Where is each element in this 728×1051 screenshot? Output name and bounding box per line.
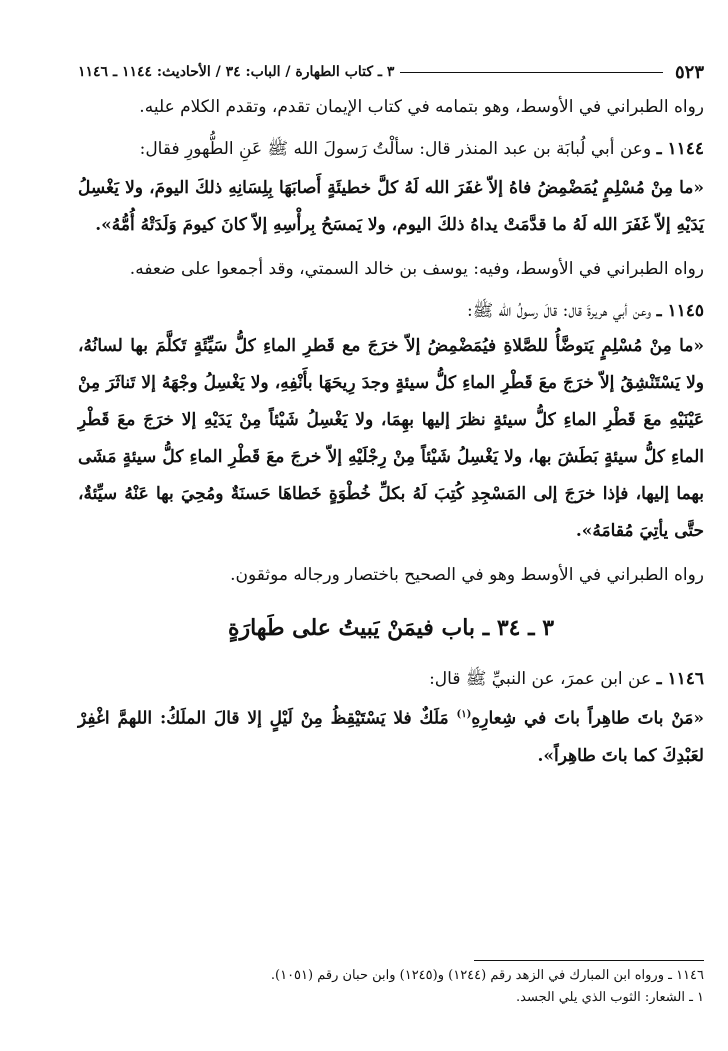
hadith-1144-text: «ما مِنْ مُسْلِمٍ يُمَضْمِضُ فاهُ إلاّ غفَرَ الله لَهُ كلَّ خطيئَةٍ أَصابَهَا بِلِسَانِهِ ذلكَ اليومَ، ولا يَغْسِلُ يَدَيْهِ إلاّ غَفَرَ الله لَهُ ما قدَّمَتْ يداهُ ذلكَ اليوم، ولا يَمسَحُ بِرأْسِهِ إلاّ كانَ كيومَ وَلَدَتْهُ أُمُّهُ».: [78, 178, 704, 235]
chapter-heading: [78, 606, 704, 650]
hadith-1146-text: [78, 696, 704, 775]
hadith-1145-intro-text: وعن أبي هريرةَ قال: قالَ رسولُ الله ﷺ:: [466, 301, 652, 321]
hadith-1145-text: «ما مِنْ مُسْلِمٍ يَتوضَّأُ للصَّلاةِ فيُمَضْمِضُ إلاّ خرَجَ مع قَطرِ الماءِ كلُّ سَيِّئَةٍ تَكلَّمَ بها لسانُهُ، ولا يَسْتَنْشِقُ إلاّ خرَجَ معَ قَطْرِ الماءِ كلُّ سيئةٍ وجدَ رِيحَهَا بأَنْفِهِ، ولا يَغْسِلُ وجْهَهُ إلا تَناثَرَ مِنْ عَيْنَيْهِ معَ قَطْرِ الماءِ كلُّ سيئةٍ نظرَ إليها بهِمَا، ولا يَغْسِلُ شَيْئاً مِنْ يَدَيْهِ إلا خرَجَ معَ قَطْرِ الماءِ كلُّ سيئةٍ بَطَشَ بها، ولا يَغْسِلُ شَيْئاً مِنْ رِجْلَيْهِ إلاّ خرجَ معَ قَطْرِ الماءِ كلُّ سيئةٍ مَشَى بهما إليها، فإذا خرَجَ إلى المَسْجِدِ كُتِبَ لَهُ بكلِّ خُطْوَةٍ خَطاهَا حَسنَةٌ ومُحِيَ بها عَنْهُ سيِّئةٌ، حتَّى يأتِيَ مُقامَهُ».: [78, 336, 704, 541]
hadith-1146-intro-text: عن ابن عمرَ، عن النبيِّ ﷺ قال:: [429, 669, 652, 689]
page-number: ٥٢٣: [674, 61, 704, 83]
running-header: [78, 58, 704, 86]
hadith-1145-source: رواه الطبراني في الأوسط وهو في الصحيح باختصار ورجاله موثقون.: [230, 565, 704, 585]
hadith-1144-intro-text: وعن أبي لُبابَة بن عبد المنذر قال: سألْتُ رَسولَ الله ﷺ عَنِ الطُّهورِ فقال:: [139, 139, 652, 159]
footnote-1: ١ ـ الشعار: الثوب الذي يلي الجسد.: [516, 990, 704, 1005]
footnote-1146: ١١٤٦ ـ ورواه ابن المبارك في الزهد رقم (١٢٤٤) و(١٢٤٥) وابن حبان رقم (١٠٥١).: [270, 968, 704, 983]
footnote-marker: (١): [456, 709, 472, 720]
hadith-1146-text-part1: «مَنْ باتَ طاهِراً باتَ في شِعارِهِ: [471, 708, 704, 729]
hadith-number-1144: ١١٤٤ ـ: [656, 139, 704, 159]
hadith-number-1146: ١١٤٦ ـ: [656, 669, 704, 689]
hadith-1146-text-part2: مَلَكٌ فلا يَسْتَيْقِظُ مِنْ لَيْلٍ إلا قالَ الملَكُ: اللهمَّ اغْفِرْ لعَبْدِكَ كما باتَ طاهِراً».: [78, 708, 704, 766]
hadith-1144-source: رواه الطبراني في الأوسط، وفيه: يوسف بن خالد السمتي، وقد أجمعوا على ضعفه.: [129, 259, 704, 279]
hadith-1145-intro: [78, 294, 704, 328]
hadith-1146-intro: [78, 662, 704, 696]
hadith-number-1145: ١١٤٥ ـ: [656, 301, 704, 321]
header-rule: [400, 72, 663, 73]
footnotes: [78, 960, 704, 1009]
footnote-rule: [474, 960, 704, 961]
chapter-label: باب: [441, 615, 476, 641]
chapter-title: فيمَنْ يَبيتُ على طَهارَةٍ: [227, 615, 434, 641]
chapter-number: ٣ ـ ٣٤ ـ: [482, 615, 555, 641]
hadith-1144-intro: [78, 132, 704, 166]
document-page: [78, 58, 704, 775]
running-title: ٣ ـ كتاب الطهارة / الباب: ٣٤ / الأحاديث: ١١٤٤ ـ ١١٤٦: [78, 64, 395, 80]
paragraph-source-1: رواه الطبراني في الأوسط، وهو بتمامه في كتاب الإيمان تقدم، وتقدم الكلام عليه.: [139, 97, 704, 117]
